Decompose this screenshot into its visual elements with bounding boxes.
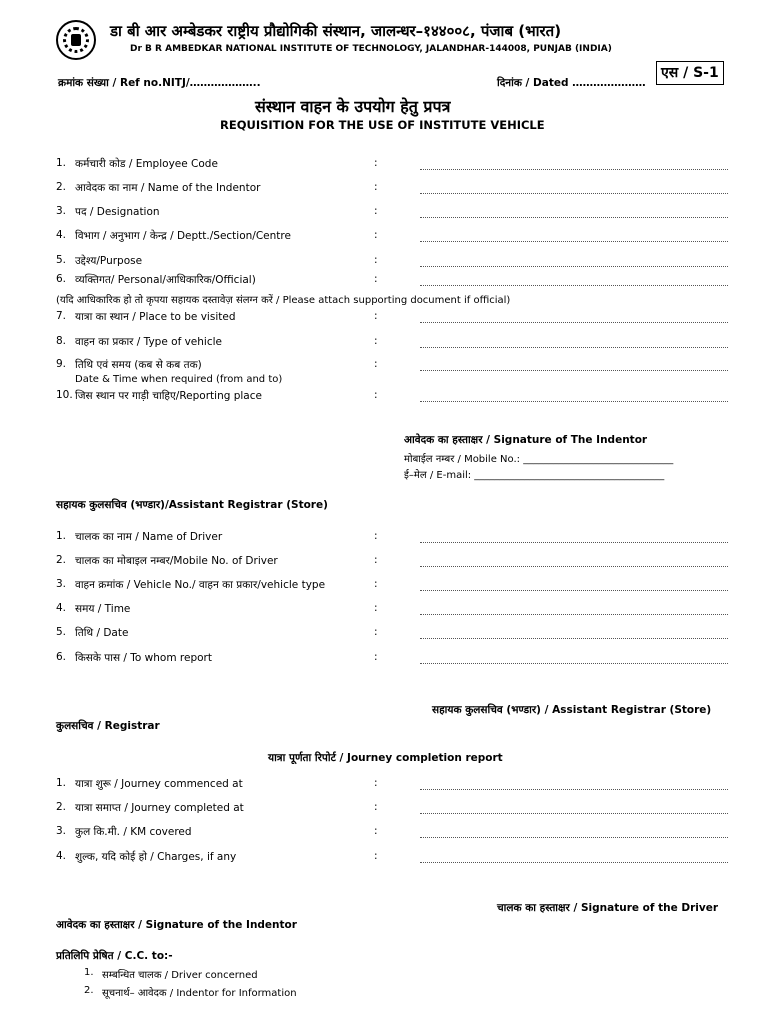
- journey-field-input-line[interactable]: [420, 813, 728, 814]
- store-field-colon: :: [374, 578, 378, 590]
- indentor-signature-label: आवेदक का हस्ताक्षर / Signature of The Indentor: [404, 434, 648, 446]
- requisition-field-label: यात्रा का स्थान / Place to be visited: [75, 311, 236, 323]
- institute-name-hindi: डा बी आर अम्बेडकर राष्ट्रीय प्रौद्योगिकी संस्थान, जालन्धर–१४४००८, पंजाब (भारत): [110, 22, 562, 40]
- requisition-field-colon: :: [374, 358, 378, 370]
- journey-field-num: 3.: [56, 825, 67, 837]
- store-field-num: 6.: [56, 651, 67, 663]
- requisition-field-colon: :: [374, 157, 378, 169]
- requisition-field-colon: :: [374, 310, 378, 322]
- store-field-input-line[interactable]: [420, 638, 728, 639]
- driver-signature-label: चालक का हस्ताक्षर / Signature of the Driver: [497, 902, 719, 914]
- requisition-field-colon: :: [374, 335, 378, 347]
- form-title-hindi: संस्थान वाहन के उपयोग हेतु प्रपत्र: [255, 97, 451, 116]
- requisition-field-input-line[interactable]: [420, 370, 728, 371]
- store-field-colon: :: [374, 554, 378, 566]
- requisition-field-colon: :: [374, 389, 378, 401]
- requisition-field-num: 3.: [56, 205, 67, 217]
- requisition-field-input-line[interactable]: [420, 217, 728, 218]
- assistant-registrar-signature: सहायक कुलसचिव (भण्डार) / Assistant Registrar (Store): [432, 704, 712, 716]
- cc-item-num: 2.: [84, 985, 94, 996]
- store-field-num: 1.: [56, 530, 67, 542]
- journey-field-colon: :: [374, 801, 378, 813]
- requisition-field-input-line[interactable]: [420, 401, 728, 402]
- journey-field-input-line[interactable]: [420, 789, 728, 790]
- store-field-label: तिथि / Date: [75, 627, 129, 639]
- form-code-badge: एस / S-1: [656, 61, 724, 85]
- store-field-input-line[interactable]: [420, 566, 728, 567]
- store-field-colon: :: [374, 626, 378, 638]
- journey-field-input-line[interactable]: [420, 862, 728, 863]
- requisition-field-label: कर्मचारी कोड / Employee Code: [75, 158, 218, 170]
- requisition-field-colon: :: [374, 181, 378, 193]
- requisition-field-label: विभाग / अनुभाग / केन्द्र / Deptt./Section/Centre: [75, 230, 291, 242]
- requisition-field-input-line[interactable]: [420, 266, 728, 267]
- dated-label: दिनांक / Dated …………………: [497, 77, 646, 89]
- requisition-field-input-line[interactable]: [420, 347, 728, 348]
- requisition-field-num: 1.: [56, 157, 67, 169]
- store-field-colon: :: [374, 651, 378, 663]
- store-field-num: 3.: [56, 578, 67, 590]
- journey-field-colon: :: [374, 777, 378, 789]
- requisition-field-label: उद्देश्य/Purpose: [75, 255, 143, 267]
- journey-field-num: 4.: [56, 850, 67, 862]
- cc-item-label: सम्बन्धित चालक / Driver concerned: [102, 970, 258, 981]
- requisition-field-input-line[interactable]: [420, 322, 728, 323]
- requisition-field-label: पद / Designation: [75, 206, 160, 218]
- requisition-field-num: 2.: [56, 181, 67, 193]
- journey-field-label: कुल कि.मी. / KM covered: [75, 826, 192, 838]
- store-field-input-line[interactable]: [420, 542, 728, 543]
- requisition-field-colon: :: [374, 254, 378, 266]
- store-field-label: वाहन क्रमांक / Vehicle No./ वाहन का प्रकार/vehicle type: [75, 579, 326, 591]
- datetime-subtext: Date & Time when required (from and to): [75, 374, 283, 385]
- form-title-english: REQUISITION FOR THE USE OF INSTITUTE VEHICLE: [220, 118, 545, 132]
- ref-no-label: क्रमांक संख्या / Ref no.NITJ/………………..: [58, 77, 261, 89]
- store-field-input-line[interactable]: [420, 590, 728, 591]
- store-field-label: चालक का मोबाइल नम्बर/Mobile No. of Driver: [75, 555, 278, 567]
- cc-item-label: सूचनार्थ– आवेदक / Indentor for Information: [102, 988, 297, 999]
- store-field-colon: :: [374, 530, 378, 542]
- indentor-final-signature: आवेदक का हस्ताक्षर / Signature of the Indentor: [56, 919, 297, 931]
- store-field-label: किसके पास / To whom report: [75, 652, 212, 664]
- registrar-label: कुलसचिव / Registrar: [56, 720, 160, 732]
- store-field-label: समय / Time: [75, 603, 131, 615]
- requisition-field-num: 10.: [56, 389, 73, 401]
- requisition-field-label: तिथि एवं समय (कब से कब तक): [75, 359, 202, 371]
- requisition-field-input-line[interactable]: [420, 193, 728, 194]
- institute-logo-icon: [56, 20, 96, 60]
- assistant-registrar-heading: सहायक कुलसचिव (भण्डार)/Assistant Registrar (Store): [56, 499, 328, 511]
- journey-field-num: 1.: [56, 777, 67, 789]
- requisition-field-num: 5.: [56, 254, 67, 266]
- store-field-input-line[interactable]: [420, 614, 728, 615]
- requisition-field-num: 9.: [56, 358, 67, 370]
- institute-name-english: Dr B R AMBEDKAR NATIONAL INSTITUTE OF TECHNOLOGY, JALANDHAR-144008, PUNJAB (INDIA): [130, 44, 612, 54]
- store-field-label: चालक का नाम / Name of Driver: [75, 531, 223, 543]
- journey-field-colon: :: [374, 850, 378, 862]
- store-field-num: 2.: [56, 554, 67, 566]
- requisition-field-num: 8.: [56, 335, 67, 347]
- requisition-field-num: 7.: [56, 310, 67, 322]
- requisition-field-label: जिस स्थान पर गाड़ी चाहिए/Reporting place: [75, 390, 262, 402]
- mobile-no-field[interactable]: मोबाईल नम्बर / Mobile No.: ______________________________: [404, 454, 674, 465]
- requisition-field-colon: :: [374, 273, 378, 285]
- journey-report-heading: यात्रा पूर्णता रिपोर्ट / Journey completion report: [268, 752, 503, 764]
- journey-field-num: 2.: [56, 801, 67, 813]
- requisition-field-num: 6.: [56, 273, 67, 285]
- requisition-field-input-line[interactable]: [420, 241, 728, 242]
- store-field-input-line[interactable]: [420, 663, 728, 664]
- email-field[interactable]: ई–मेल / E-mail: ______________________________________: [404, 470, 665, 481]
- cc-heading: प्रतिलिपि प्रेषित / C.C. to:-: [56, 950, 173, 962]
- journey-field-label: यात्रा शुरू / Journey commenced at: [75, 778, 243, 790]
- journey-field-colon: :: [374, 825, 378, 837]
- store-field-colon: :: [374, 602, 378, 614]
- requisition-field-label: वाहन का प्रकार / Type of vehicle: [75, 336, 222, 348]
- official-note: (यदि आधिकारिक हो तो कृपया सहायक दस्तावेज़ संलग्न करें / Please attach supporting document if official): [56, 295, 511, 306]
- requisition-field-num: 4.: [56, 229, 67, 241]
- requisition-field-label: आवेदक का नाम / Name of the Indentor: [75, 182, 261, 194]
- requisition-field-colon: :: [374, 205, 378, 217]
- journey-field-label: शुल्क, यदि कोई हो / Charges, if any: [75, 851, 237, 863]
- store-field-num: 4.: [56, 602, 67, 614]
- requisition-field-input-line[interactable]: [420, 169, 728, 170]
- requisition-field-input-line[interactable]: [420, 285, 728, 286]
- requisition-field-colon: :: [374, 229, 378, 241]
- journey-field-input-line[interactable]: [420, 837, 728, 838]
- requisition-field-label: व्यक्तिगत/ Personal/आधिकारिक/Official): [75, 274, 256, 286]
- cc-item-num: 1.: [84, 967, 94, 978]
- journey-field-label: यात्रा समाप्त / Journey completed at: [75, 802, 244, 814]
- store-field-num: 5.: [56, 626, 67, 638]
